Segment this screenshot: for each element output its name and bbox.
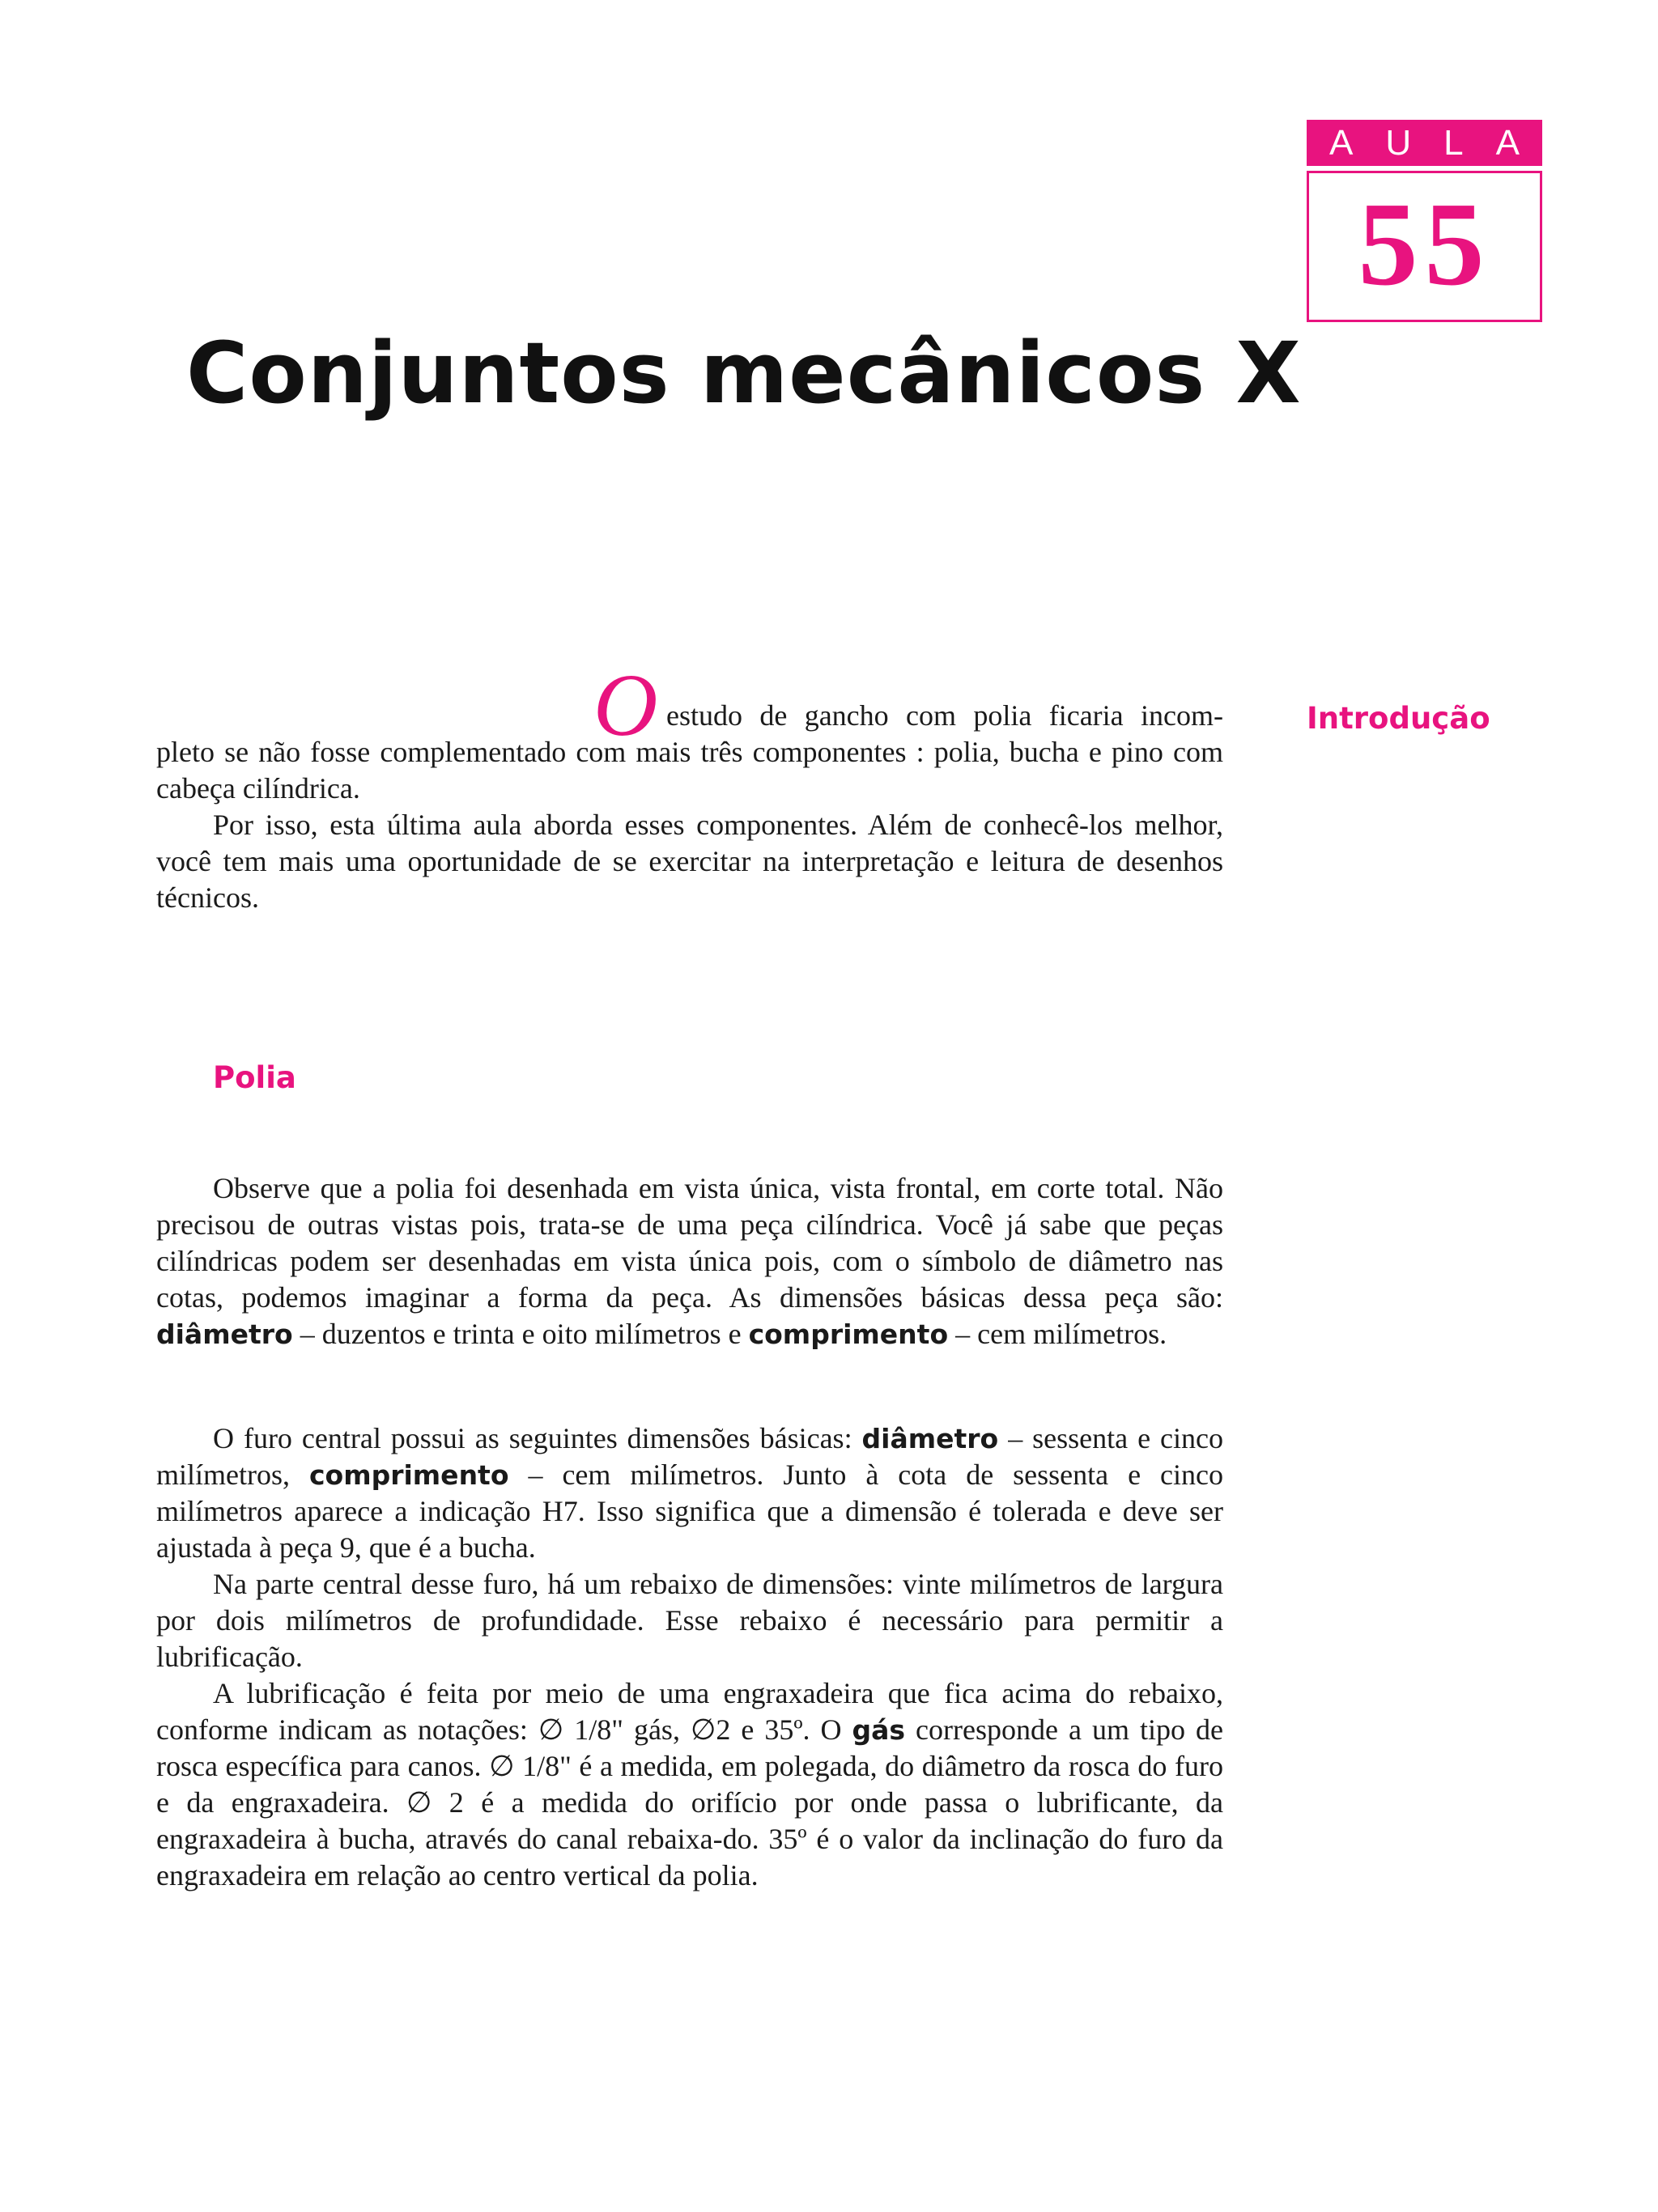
bold-term: comprimento	[308, 1459, 509, 1491]
lesson-label-letter: A	[1329, 122, 1354, 163]
intro-paragraph-1	[156, 656, 1223, 807]
lesson-number: 55	[1358, 177, 1491, 311]
polia-section-1	[156, 1170, 1223, 1352]
polia-paragraph-1	[156, 1170, 1223, 1352]
intro-paragraph-2: Por isso, esta última aula aborda esses componentes. Além de conhecê-los melhor, você tem mais uma oportunidade de se exercitar na interpretação e leitura de desenhos técnicos.	[156, 809, 1223, 914]
text-run: – cem milímetros.	[948, 1318, 1167, 1350]
text-run: Observe que a polia foi desenhada em vista única, vista frontal, em corte total. Não precisou de outras vistas pois, trata-se de uma peça cilíndrica. Você já sabe que peças cilíndricas podem ser desenhadas em vista única pois, com o símbolo de diâmetro nas cotas, podemos imaginar a forma da peça. As dimensões básicas dessa peça são:	[156, 1172, 1223, 1314]
section-heading-polia: Polia	[213, 1060, 296, 1095]
intro-continuation: pleto se não fosse complementado com mais três componentes : polia, bucha e pino com cabeça cilíndrica.	[156, 736, 1223, 805]
bold-term: comprimento	[748, 1318, 949, 1350]
text-run: – cem milímetros. Junto à cota de sessenta e cinco milímetros aparece a indicação H7. Isso significa que a dimensão é tolerada e deve ser ajustada à peça 9, que é a bucha.	[156, 1458, 1223, 1564]
bold-term: diâmetro	[156, 1318, 293, 1350]
text-run: – sessenta e cinco milímetros,	[156, 1422, 1223, 1491]
lesson-badge	[1307, 120, 1542, 322]
text-run: A lubrificação é feita por meio de uma engraxadeira que fica acima do rebaixo, conforme indicam as notações: ∅ 1/8" gás, ∅2 e 35º. O	[156, 1677, 1223, 1746]
polia-paragraph-4	[156, 1675, 1223, 1894]
lesson-label-letter: L	[1443, 122, 1464, 163]
lesson-label-letter: A	[1495, 122, 1520, 163]
polia-section-2	[156, 1420, 1223, 1894]
page-title: Conjuntos mecânicos X	[186, 324, 1302, 422]
intro-section	[156, 656, 1223, 916]
text-run: corresponde a um tipo de rosca específica para canos. ∅ 1/8" é a medida, em polegada, do diâmetro da rosca do furo e da engraxadeira. ∅ 2 é a medida do orifício por onde passa o lubrificante, da engraxadeira à bucha, através do canal rebaixa-do. 35º é o valor da inclinação do furo da engraxadeira em relação ao centro vertical da polia.	[156, 1713, 1223, 1891]
intro-first-line: estudo de gancho com polia ficaria incom-	[666, 699, 1223, 732]
lesson-label	[1307, 120, 1542, 166]
text-run: O furo central possui as seguintes dimensões básicas:	[213, 1422, 862, 1454]
section-heading-introducao: Introdução	[1307, 701, 1490, 736]
polia-paragraph-2	[156, 1420, 1223, 1566]
lesson-label-letter: U	[1385, 122, 1412, 163]
drop-cap: O	[593, 656, 658, 754]
polia-paragraph-3: Na parte central desse furo, há um rebaixo de dimensões: vinte milímetros de largura por dois milímetros de profundidade. Esse rebaixo é necessário para permitir a lubrificação.	[156, 1568, 1223, 1673]
lesson-number-box	[1307, 171, 1542, 322]
bold-term: gás	[852, 1714, 906, 1746]
text-run: – duzentos e trinta e oito milímetros e	[292, 1318, 749, 1350]
bold-term: diâmetro	[861, 1423, 999, 1454]
